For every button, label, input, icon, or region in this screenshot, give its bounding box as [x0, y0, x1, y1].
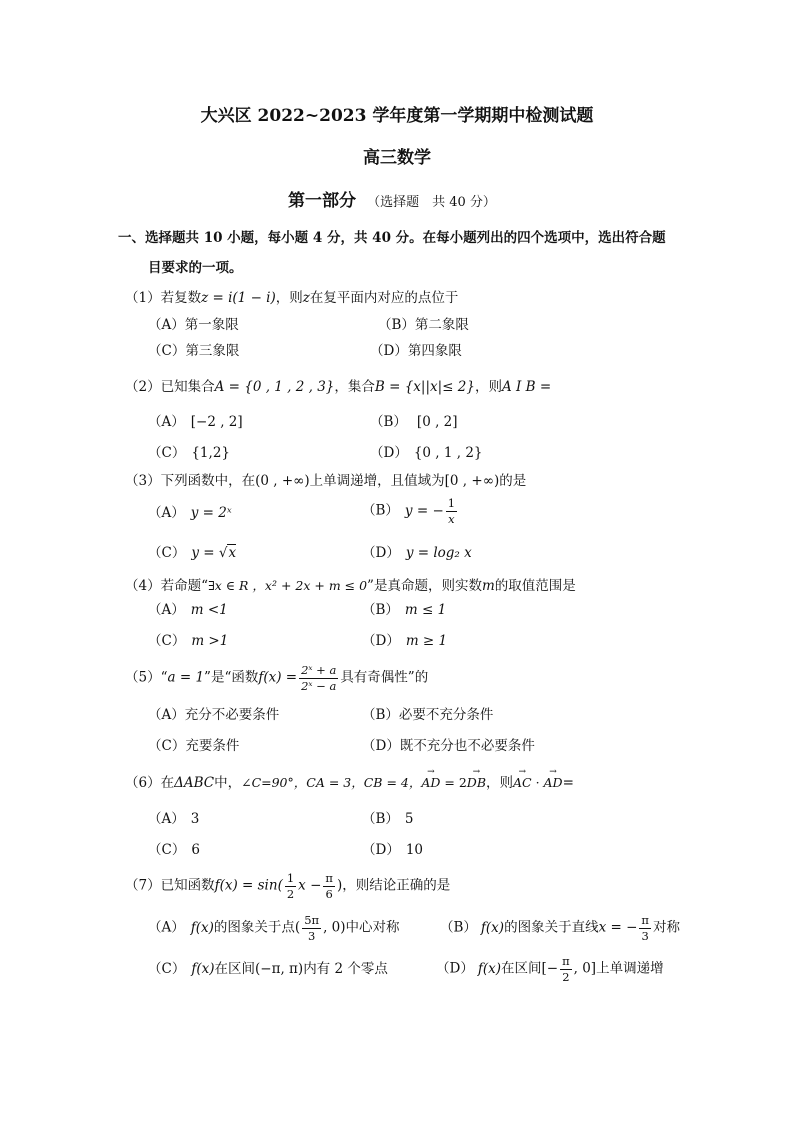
subject-title: 高三数学 [363, 148, 431, 168]
q5-stem-c: 具有奇偶性”的 [340, 669, 429, 686]
q5-option-b: （B）必要不充分条件 [362, 707, 494, 723]
q6-stem-c: ，则 [486, 775, 514, 791]
q3-d-value: y = log₂ x [405, 545, 472, 561]
q6-a-value: 3 [190, 811, 200, 827]
q7-d-label: （D） [436, 960, 474, 977]
q4-c-value: m >1 [191, 633, 229, 649]
q6-eq: = 2 [440, 775, 467, 790]
q2-set-b: B = {x||x|≤ 2} [374, 379, 475, 395]
q7-option-c [148, 963, 388, 977]
q1-stem-b: ，则 [275, 290, 303, 306]
q5-num: 2ˣ + a [301, 663, 337, 677]
q7-option-a [148, 914, 400, 942]
q6-given: ∠C=90°，CA = 3，CB = 4， [241, 775, 422, 790]
q2-a-label: （A） [148, 414, 185, 430]
q4-prop: ∃x ∈ R ，x² + 2x + m ≤ 0 [208, 578, 368, 593]
q7-a-den: 3 [307, 928, 316, 943]
q7-option-b [440, 914, 680, 942]
q7-d-end: , 0]上单调递增 [573, 960, 664, 977]
q4-d-value: m ≥ 1 [405, 633, 448, 649]
q4-stem-b: ”是真命题，则实数 [367, 578, 482, 594]
q7-a-label: （A） [148, 919, 185, 936]
q2-option-b [370, 416, 458, 430]
q7-stem-a: （7）已知函数 [125, 877, 215, 894]
q5-option-d: （D）既不充分也不必要条件 [362, 738, 535, 754]
q2-option-a [148, 416, 243, 430]
q3-b-num: 1 [447, 496, 456, 510]
q7-c-label: （C） [148, 961, 186, 977]
q7-a-f: f(x) [190, 919, 214, 936]
question-5-stem [125, 664, 428, 692]
q1-option-b: （B）第二象限 [378, 317, 469, 333]
q4-d-label: （D） [362, 633, 400, 649]
q7-b-text: 的图象关于直线 [504, 919, 599, 936]
q2-b-label: （B） [370, 414, 407, 430]
q3-option-c [148, 547, 236, 561]
q2-c-label: （C） [148, 445, 186, 461]
q6-stem-a: （6）在 [125, 775, 175, 791]
q4-option-d [362, 635, 447, 649]
q7-pi-num: π [325, 871, 333, 885]
q7-d-den: 2 [562, 969, 570, 984]
q3-stem-a: （3）下列函数中，在 [125, 473, 256, 489]
q3-a-value: y = 2ˣ [190, 505, 232, 521]
q7-c-end: 内有 2 个零点 [303, 961, 388, 977]
q3-option-a [148, 507, 232, 521]
q7-b-frac [639, 914, 651, 942]
q3-c-pre: y = [191, 545, 219, 561]
q3-b-pre: y = − [404, 502, 444, 519]
q2-d-label: （D） [370, 445, 408, 461]
sqrt-symbol: √ [218, 545, 228, 561]
part-title: 第一部分 [288, 191, 356, 211]
q7-d-frac [560, 955, 572, 983]
q7-close: ) [336, 877, 343, 894]
q6-end: = [562, 775, 574, 791]
q4-option-a [148, 604, 228, 618]
q6-b-label: （B） [362, 811, 399, 827]
question-3-stem [125, 475, 526, 489]
question-7-stem [125, 872, 450, 900]
q2-stem-b: ，集合 [334, 379, 375, 395]
q4-option-c [148, 635, 228, 649]
q6-option-c [148, 844, 200, 858]
q2-c-value: {1,2} [191, 445, 230, 461]
q3-c-radicand: x [228, 545, 237, 561]
q7-c-text: 在区间 [214, 961, 255, 977]
q6-vec-ac: → AC [513, 777, 532, 790]
q7-c-f: f(x) [191, 961, 215, 977]
q3-b-fraction [446, 497, 457, 525]
part-heading [288, 193, 496, 210]
q4-b-label: （B） [362, 602, 399, 618]
q7-stem-b: ，则结论正确的是 [342, 877, 451, 894]
q2-stem-c: ，则 [474, 379, 502, 395]
q2-option-d [370, 447, 483, 461]
q4-option-b [362, 604, 446, 618]
q6-b-value: 5 [404, 811, 414, 827]
q6-option-b [362, 813, 414, 827]
q6-option-d [362, 844, 423, 858]
q6-triangle: ΔABC [174, 775, 215, 791]
q4-var: m [481, 578, 495, 594]
q6-vec-ad: → AD [421, 777, 440, 790]
q6-stem-b: 中， [214, 775, 242, 791]
q6-d-label: （D） [362, 842, 400, 858]
q3-c-label: （C） [148, 545, 186, 561]
q4-stem-c: 的取值范围是 [494, 578, 576, 594]
q7-a-end: , 0)中心对称 [323, 919, 400, 936]
q3-option-d [362, 547, 472, 561]
q3-option-b [362, 497, 459, 525]
q2-option-c [148, 447, 230, 461]
q7-func: f(x) = sin( [214, 877, 283, 894]
question-4-stem [125, 580, 576, 594]
question-2-stem [125, 381, 551, 395]
q6-option-a [148, 813, 199, 827]
q7-mid: x − [298, 877, 322, 894]
q5-den: 2ˣ − a [301, 678, 337, 693]
q2-set-a: A = {0 , 1 , 2 , 3} [214, 379, 335, 395]
q7-d-f: f(x) [477, 960, 501, 977]
q4-c-label: （C） [148, 633, 186, 649]
q7-b-label: （B） [440, 919, 477, 936]
q7-a-frac [302, 914, 321, 942]
q5-stem-a: （5）“ [125, 669, 168, 686]
q7-b-eq: x = − [598, 919, 638, 936]
part-note: （选择题 共 40 分） [367, 195, 496, 210]
q3-interval1: (0 , +∞) [255, 473, 310, 489]
q7-d-num: π [562, 954, 570, 968]
q3-d-label: （D） [362, 545, 400, 561]
q1-stem-a: （1）若复数 [125, 290, 202, 306]
q7-a-num: 5π [304, 913, 320, 927]
question-6-stem [125, 777, 574, 791]
q5-option-a: （A）充分不必要条件 [148, 707, 280, 723]
q1-stem-var: z [302, 290, 310, 306]
q7-d-text: 在区间[− [500, 960, 559, 977]
q7-b-den: 3 [641, 928, 649, 943]
q3-stem-b: 上单调递增，且值域为 [309, 473, 445, 489]
q6-d-value: 10 [405, 842, 424, 858]
q1-stem-c: 在复平面内对应的点位于 [309, 290, 459, 306]
q7-b-num: π [641, 913, 649, 927]
q7-half [285, 872, 296, 900]
q6-c-label: （C） [148, 842, 186, 858]
q3-b-den: x [448, 511, 455, 526]
q5-option-c: （C）充要条件 [148, 738, 240, 754]
q6-c-value: 6 [191, 842, 200, 858]
q2-d-value: {0 , 1 , 2} [413, 445, 483, 461]
q4-stem-a: （4）若命题“ [125, 578, 208, 594]
q1-option-c: （C）第三象限 [148, 343, 240, 359]
q7-half-num: 1 [286, 871, 295, 885]
q5-func: f(x) = [258, 669, 298, 686]
q7-b-end: 对称 [652, 919, 680, 936]
exam-title: 大兴区 2022~2023 学年度第一学期期中检测试题 [200, 106, 594, 126]
q5-fraction [299, 664, 338, 692]
q6-vec-ad2: → AD [544, 777, 563, 790]
q1-option-d: （D）第四象限 [370, 343, 462, 359]
q7-a-text: 的图象关于点( [213, 919, 301, 936]
q5-stem-b: ”是“函数 [204, 669, 259, 686]
q1-stem-math: z = i(1 − i) [201, 290, 276, 306]
q1-option-a: （A）第一象限 [148, 317, 239, 333]
q6-a-label: （A） [148, 811, 185, 827]
q6-vec-db: → DB [467, 777, 486, 790]
q2-stem-a: （2）已知集合 [125, 379, 215, 395]
q3-interval2: [0 , +∞) [444, 473, 500, 489]
q7-pi-den: 6 [325, 886, 333, 901]
q2-b-value: [0 , 2] [416, 414, 458, 430]
q4-a-label: （A） [148, 602, 185, 618]
q7-option-d [436, 955, 664, 983]
q2-a-value: [−2 , 2] [190, 414, 243, 430]
q4-a-value: m <1 [190, 602, 228, 618]
q7-b-f: f(x) [480, 919, 505, 936]
q7-pi-frac [323, 872, 335, 900]
q3-a-label: （A） [148, 505, 185, 521]
q5-cond: a = 1 [167, 669, 205, 686]
q7-c-int: (−π, π) [255, 961, 304, 977]
q4-b-value: m ≤ 1 [404, 602, 447, 618]
q6-dot: · [531, 775, 544, 790]
q7-half-den: 2 [286, 886, 295, 901]
q2-expr: A I B = [501, 379, 552, 395]
section-heading-line2: 目要求的一项。 [148, 260, 243, 276]
q3-stem-c: 的是 [499, 473, 527, 489]
section-heading-line1: 一、选择题共 10 小题，每小题 4 分，共 40 分。在每小题列出的四个选项中，选出符合题 [118, 230, 666, 246]
question-1-stem [125, 292, 458, 306]
q3-b-label: （B） [362, 502, 399, 519]
